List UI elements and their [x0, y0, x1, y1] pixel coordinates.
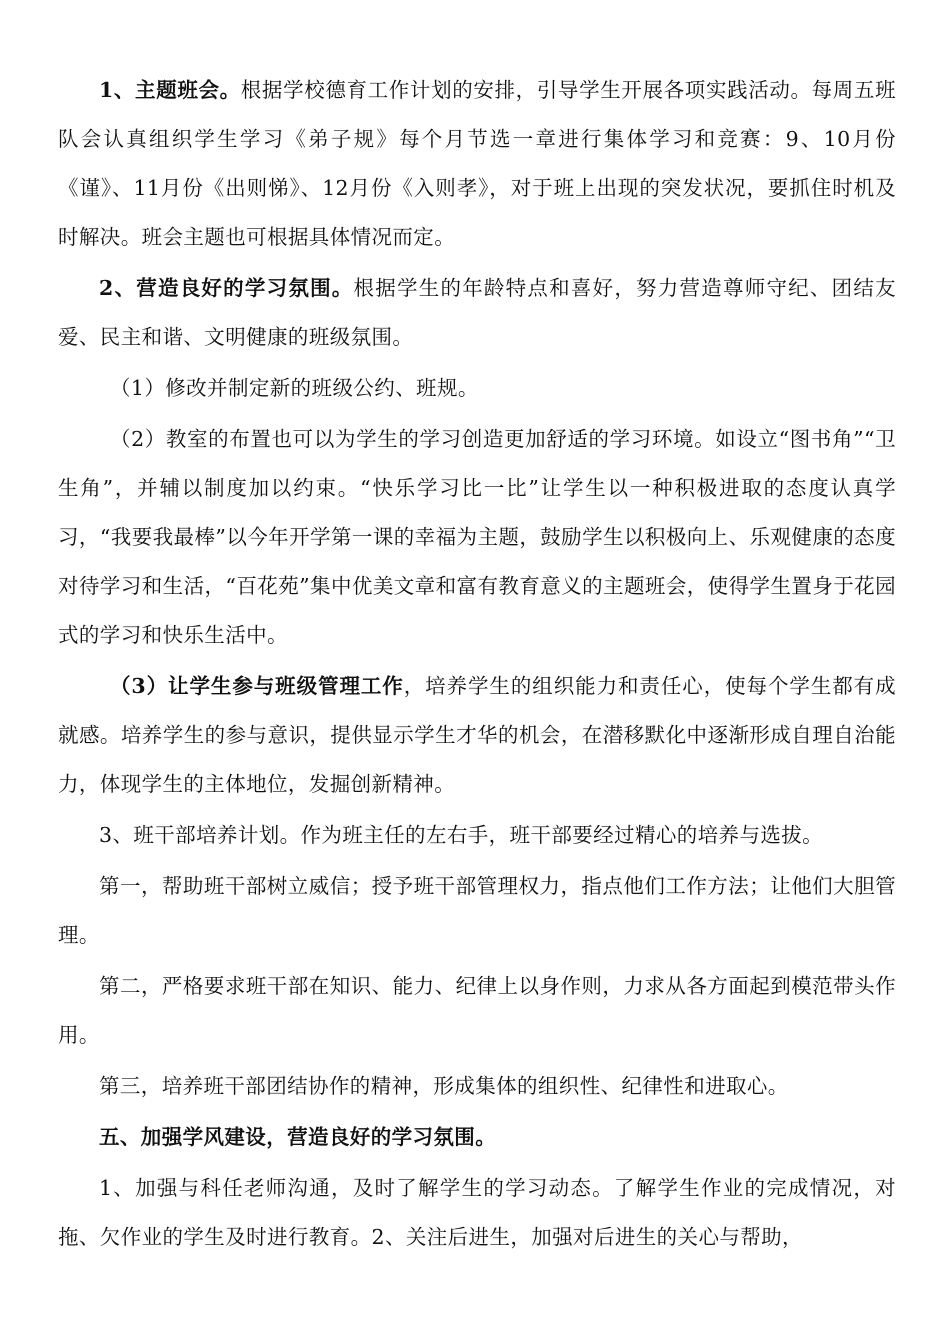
- paragraph-heading: 2、营造良好的学习氛围。: [99, 276, 354, 300]
- paragraph-text: 第一，帮助班干部树立威信；授予班干部管理权力，指点他们工作方法；让他们大胆管理。: [58, 874, 896, 947]
- paragraph-text: 3、班干部培养计划。作为班主任的左右手，班干部要经过精心的培养与选拔。: [99, 823, 824, 847]
- paragraph-heading: （3）让学生参与班级管理工作: [110, 674, 404, 698]
- paragraph-cadre-second: [58, 962, 896, 1060]
- paragraph-student-management: [58, 662, 896, 809]
- paragraph-text: 根据学生的年龄特点和喜好，努力营造尊师守纪、团结友爱、民主和谐、文明健康的班级氛围。: [58, 276, 896, 349]
- paragraph-text: 1、加强与科任老师沟通，及时了解学生的学习动态。了解学生作业的完成情况，对拖、欠作业的学生及时进行教育。2、关注后进生，加强对后进生的关心与帮助，: [58, 1176, 896, 1249]
- paragraph-cadre-third: [58, 1062, 896, 1111]
- paragraph-cadre-first: [58, 862, 896, 960]
- paragraph-class-rules: [58, 364, 896, 413]
- paragraph-cadre-plan: [58, 811, 896, 860]
- paragraph-teacher-communication: [58, 1164, 896, 1262]
- paragraph-text: （1）修改并制定新的班级公约、班规。: [110, 376, 479, 400]
- section-heading: 五、加强学风建设，营造良好的学习氛围。: [99, 1125, 497, 1149]
- document-page: [58, 66, 896, 1264]
- paragraph-classroom-layout: [58, 415, 896, 660]
- section-heading-study-style: [58, 1113, 896, 1162]
- paragraph-text: 第二，严格要求班干部在知识、能力、纪律上以身作则，力求从各方面起到模范带头作用。: [58, 974, 896, 1047]
- paragraph-text: 根据学校德育工作计划的安排，引导学生开展各项实践活动。每周五班队会认真组织学生学习《弟子规》每个月节选一章进行集体学习和竞赛：9、10月份《谨》、11月份《出则悌》、12月份《入则孝》，对于班上出现的突发状况，要抓住时机及时解决。班会主题也可根据具体情况而定。: [58, 78, 896, 249]
- paragraph-text: 第三，培养班干部团结协作的精神，形成集体的组织性、纪律性和进取心。: [99, 1074, 789, 1098]
- paragraph-theme-class-meeting: [58, 66, 896, 262]
- paragraph-heading: 1、主题班会。: [99, 78, 241, 102]
- paragraph-learning-atmosphere: [58, 264, 896, 362]
- paragraph-text: ，培养学生的组织能力和责任心，使每个学生都有成就感。培养学生的参与意识，提供显示学生才华的机会，在潜移默化中逐渐形成自理自治能力，体现学生的主体地位，发掘创新精神。: [58, 674, 896, 796]
- paragraph-text: （2）教室的布置也可以为学生的学习创造更加舒适的学习环境。如设立“图书角”“卫生角”，并辅以制度加以约束。“快乐学习比一比”让学生以一种积极进取的态度认真学习，“我要我最棒”以今年开学第一课的幸福为主题，鼓励学生以积极向上、乐观健康的态度对待学习和生活，“百花苑”集中优美文章和富有教育意义的主题班会，使得学生置身于花园式的学习和快乐生活中。: [58, 427, 896, 647]
